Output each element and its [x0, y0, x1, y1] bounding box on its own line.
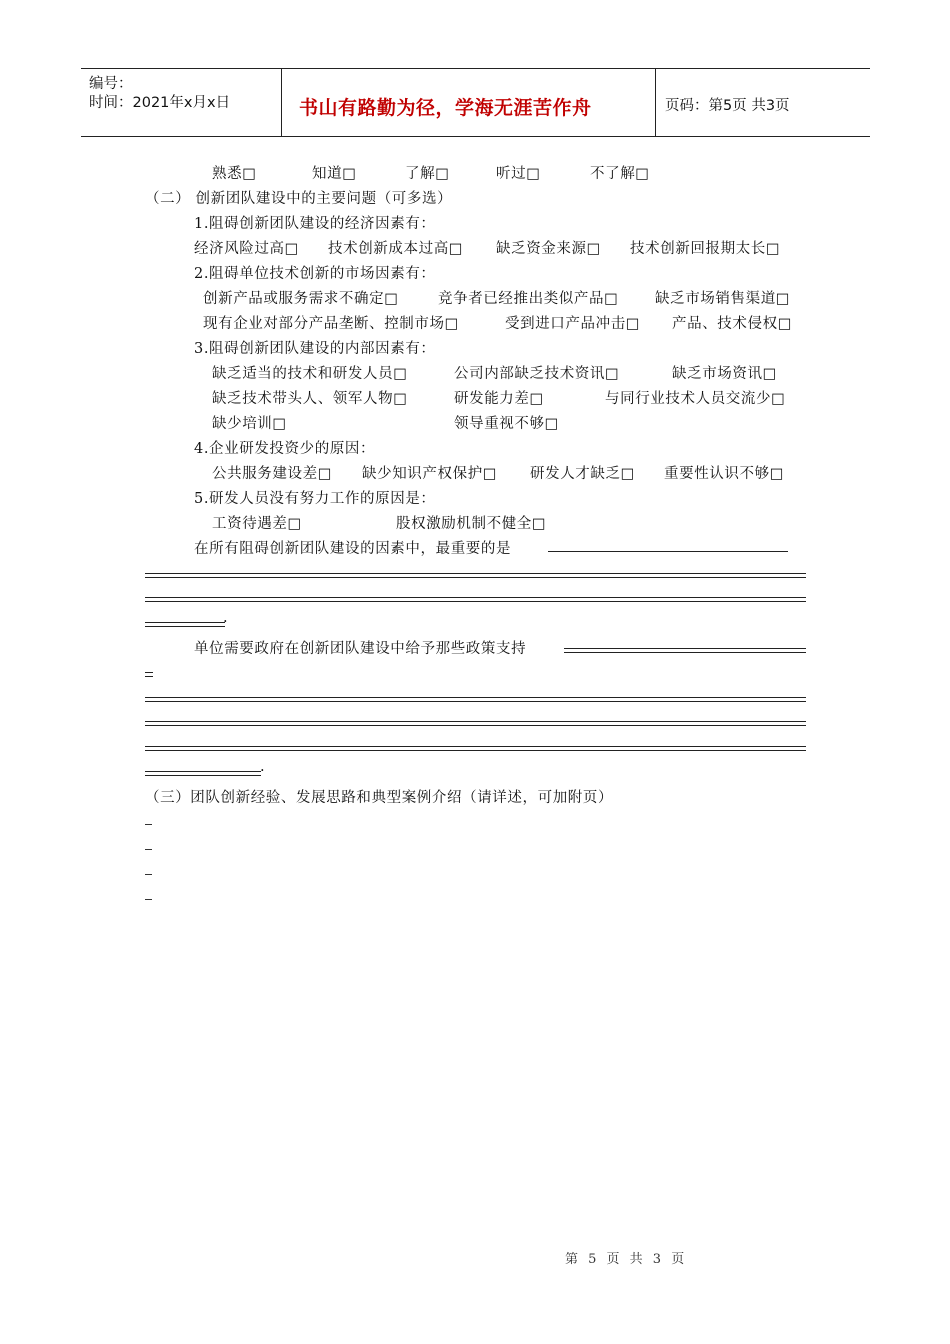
period: .: [260, 759, 266, 775]
q2-option[interactable]: 产品、技术侵权□: [672, 316, 792, 332]
answer-blank[interactable]: [564, 648, 806, 653]
q3-option[interactable]: 研发能力差□: [454, 391, 544, 407]
page-header: [81, 68, 870, 137]
time-label: 时间：2021年x月x日: [89, 95, 231, 111]
q4-option[interactable]: 缺少知识产权保护□: [362, 466, 498, 482]
q5-option[interactable]: 工资待遇差□: [212, 516, 302, 532]
answer-line[interactable]: [145, 721, 806, 726]
section2-title: （二） 创新团队建设中的主要问题（可多选）: [145, 191, 453, 207]
q1-option[interactable]: 技术创新回报期太长□: [630, 241, 781, 257]
q2-option[interactable]: 缺乏市场销售渠道□: [655, 291, 791, 307]
policy-prompt: 单位需要政府在创新团队建设中给予那些政策支持: [194, 641, 527, 657]
section3-title: （三）团队创新经验、发展思路和典型案例介绍（请详述，可加附页）: [145, 790, 614, 806]
q5-title: 5.研发人员没有努力工作的原因是：: [194, 491, 436, 507]
option-unfamiliar[interactable]: 不了解□: [590, 166, 650, 182]
header-divider: [655, 69, 656, 136]
answer-line[interactable]: [145, 573, 806, 578]
answer-line[interactable]: [145, 622, 225, 627]
page-footer: 第 5 页 共 3 页: [565, 1252, 688, 1267]
q5-option[interactable]: 股权激励机制不健全□: [396, 516, 547, 532]
motto: 书山有路勤为径，学海无涯苦作舟: [299, 97, 592, 119]
answer-line[interactable]: [145, 849, 152, 850]
q1-option[interactable]: 缺乏资金来源□: [496, 241, 601, 257]
q3-option[interactable]: 缺乏适当的技术和研发人员□: [212, 366, 408, 382]
answer-line[interactable]: [145, 672, 153, 677]
q1-option[interactable]: 经济风险过高□: [194, 241, 299, 257]
q4-option[interactable]: 公共服务建设差□: [212, 466, 332, 482]
q3-option[interactable]: 缺少培训□: [212, 416, 287, 432]
q4-title: 4.企业研发投资少的原因：: [194, 441, 376, 457]
answer-line[interactable]: [145, 824, 152, 825]
answer-blank[interactable]: [548, 551, 788, 552]
answer-line[interactable]: [145, 746, 806, 751]
q2-option[interactable]: 受到进口产品冲击□: [505, 316, 641, 332]
q1-title: 1.阻碍创新团队建设的经济因素有：: [194, 216, 436, 232]
q2-option[interactable]: 竞争者已经推出类似产品□: [438, 291, 619, 307]
q2-option[interactable]: 创新产品或服务需求不确定□: [203, 291, 399, 307]
q1-option[interactable]: 技术创新成本过高□: [328, 241, 464, 257]
q3-option[interactable]: 与同行业技术人员交流少□: [605, 391, 786, 407]
option-know[interactable]: 知道□: [312, 166, 357, 182]
option-heard[interactable]: 听过□: [496, 166, 541, 182]
q3-option[interactable]: 领导重视不够□: [454, 416, 559, 432]
q3-option[interactable]: 公司内部缺乏技术资讯□: [454, 366, 620, 382]
option-understand[interactable]: 了解□: [405, 166, 450, 182]
q2-option[interactable]: 现有企业对部分产品垄断、控制市场□: [203, 316, 459, 332]
page-label: 页码：第5页 共3页: [665, 98, 790, 114]
q3-title: 3.阻碍创新团队建设的内部因素有：: [194, 341, 436, 357]
q3-option[interactable]: 缺乏技术带头人、领军人物□: [212, 391, 408, 407]
q2-title: 2.阻碍单位技术创新的市场因素有：: [194, 266, 436, 282]
answer-line[interactable]: [145, 899, 152, 900]
q4-option[interactable]: 研发人才缺乏□: [530, 466, 635, 482]
answer-line[interactable]: [145, 771, 261, 776]
most-important-prompt: 在所有阻碍创新团队建设的因素中，最重要的是: [194, 541, 512, 557]
answer-line[interactable]: [145, 597, 806, 602]
header-divider: [281, 69, 282, 136]
answer-line[interactable]: [145, 874, 152, 875]
answer-line[interactable]: [145, 697, 806, 702]
q3-option[interactable]: 缺乏市场资讯□: [672, 366, 777, 382]
serial-label: 编号：: [89, 76, 133, 92]
q4-option[interactable]: 重要性认识不够□: [664, 466, 784, 482]
period: .: [223, 610, 229, 626]
option-familiar[interactable]: 熟悉□: [212, 166, 257, 182]
